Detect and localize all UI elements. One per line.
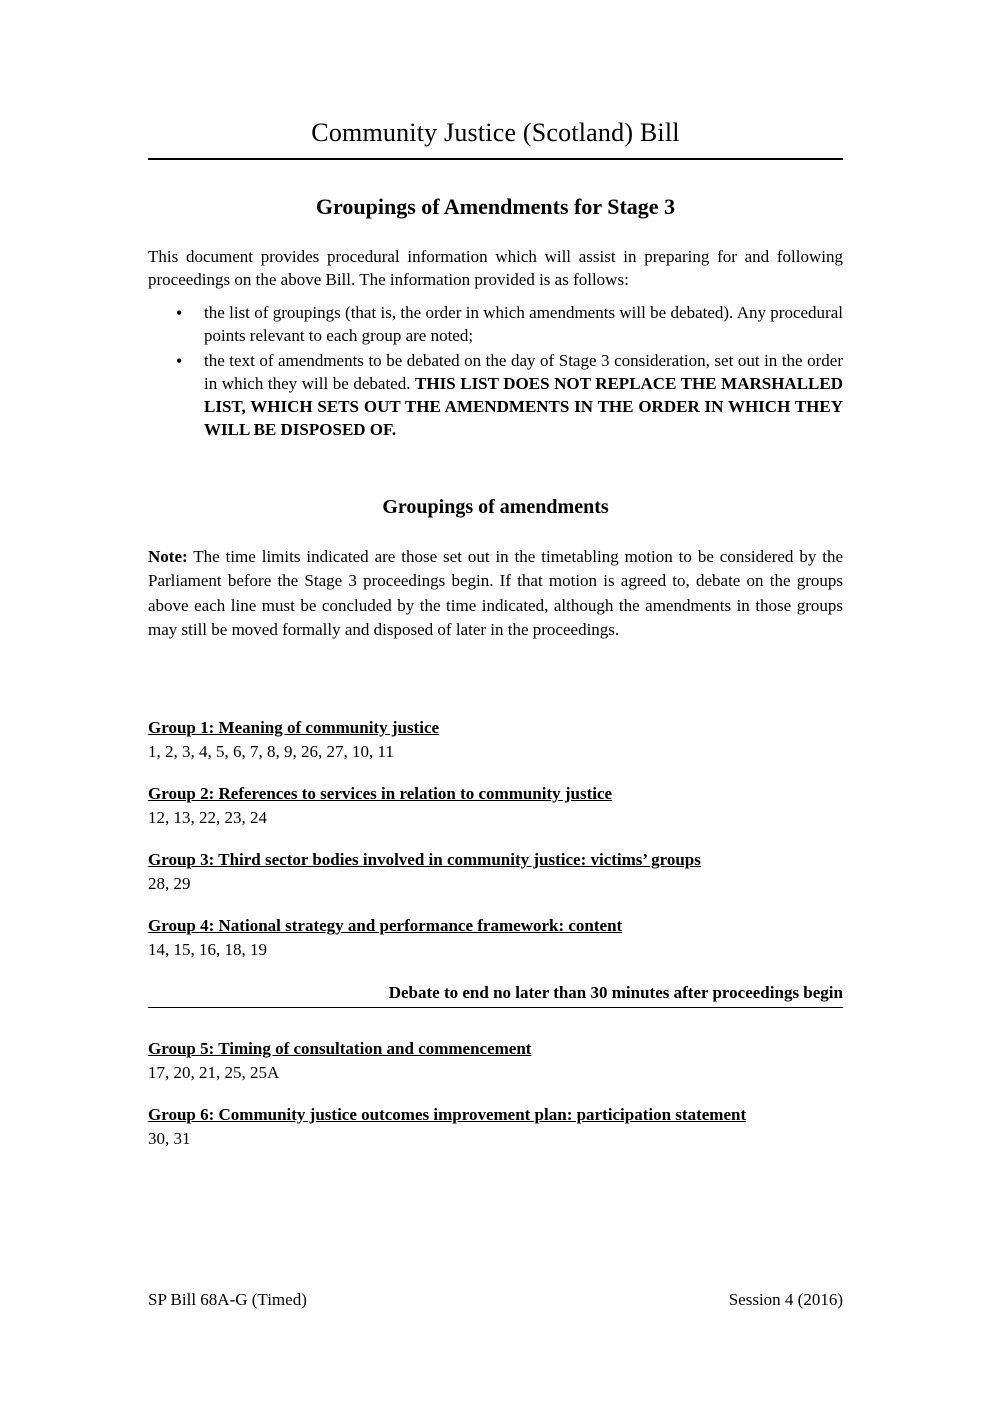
list-item-emphasis: THIS LIST DOES NOT REPLACE THE MARSHALLED LIST, WHICH SETS OUT THE AMENDMENTS IN THE ORDER IN WHICH THEY WILL BE DISPOSED OF. [204,373,843,439]
footer-session: Session 4 (2016) [728,1290,843,1309]
list-item-text: the list of groupings (that is, the order in which amendments will be debated). Any procedural points relevant to each group are noted; [204,302,843,345]
document-content [148,0,843,1170]
note-paragraph [148,519,843,644]
list-item [148,302,843,348]
bullet-icon: • [176,302,183,323]
debate-time-limit: Debate to end no later than 30 minutes after proceedings begin [148,983,843,1008]
group-block-4 [148,915,843,961]
group-amendments: 12, 13, 22, 23, 24 [148,808,267,828]
groups-list [148,643,843,1150]
group-amendments: 28, 29 [148,874,191,894]
group-title: Group 5: Timing of consultation and commencement [148,1039,532,1059]
note-text: The time limits indicated are those set out in the timetabling motion to be considered by the Parliament before the Stage 3 proceedings begin. If that motion is agreed to, debate on the groups above each line must be concluded by the time indicated, although the amendments in those groups may still be moved formally and disposed of later in the proceedings. [148,546,843,640]
page-title: Community Justice (Scotland) Bill [311,118,680,147]
group-block-5 [148,1038,843,1084]
section-heading-groupings: Groupings of amendments [382,495,609,518]
group-title: Group 4: National strategy and performance framework: content [148,916,623,936]
group-amendments: 1, 2, 3, 4, 5, 6, 7, 8, 9, 26, 27, 10, 11 [148,742,394,761]
list-item [148,350,843,442]
group-amendments: 30, 31 [148,1129,191,1149]
groups-after-limit [148,1008,843,1150]
group-title: Group 2: References to services in relation to community justice [148,784,613,804]
note-label: Note: [148,546,188,566]
document-subtitle: Groupings of Amendments for Stage 3 [315,194,676,219]
group-block-6 [148,1104,843,1150]
group-block-3 [148,849,843,895]
group-amendments: 17, 20, 21, 25, 25A [148,1063,280,1083]
intro-bullet-list [148,292,843,442]
group-title: Group 3: Third sector bodies involved in community justice: victims’ groups [148,850,701,870]
page-footer [148,1290,843,1310]
list-item-text: the text of amendments to be debated on the day of Stage 3 consideration, set out in the order in which they will be debated. [204,350,843,393]
group-title: Group 1: Meaning of community justice [148,718,440,738]
group-title: Group 6: Community justice outcomes improvement plan: participation statement [148,1105,747,1125]
footer-bill-reference: SP Bill 68A-G (Timed) [148,1290,307,1309]
bullet-icon: • [176,350,183,371]
group-block-1 [148,717,843,763]
intro-paragraph: This document provides procedural information which will assist in preparing for and following proceedings on the above Bill. The information provided is as follows: [148,247,843,289]
group-block-2 [148,783,843,829]
group-amendments: 14, 15, 16, 18, 19 [148,940,267,960]
title-divider [148,158,843,160]
